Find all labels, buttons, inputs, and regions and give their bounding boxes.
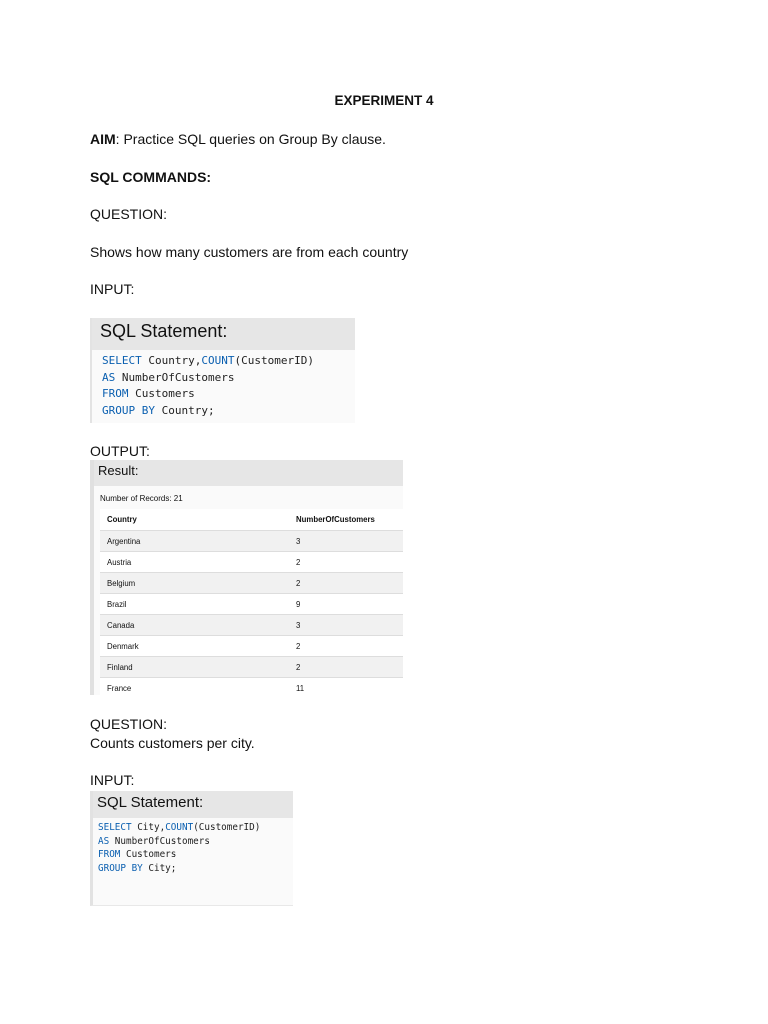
sql-keyword: SELECT	[98, 822, 132, 833]
code-line	[102, 370, 355, 387]
count-cell: 11	[289, 678, 403, 696]
sql-keyword: FROM	[98, 849, 121, 860]
output-label: OUTPUT:	[90, 443, 150, 459]
count-cell: 3	[289, 531, 403, 552]
input-label-1: INPUT:	[90, 281, 135, 297]
country-cell: Argentina	[100, 531, 289, 552]
sql-keyword: AS	[98, 835, 110, 847]
count-cell: 2	[289, 657, 403, 678]
question-text-2: Counts customers per city.	[90, 735, 255, 751]
sql-token: (CustomerID)	[193, 822, 261, 833]
code-line	[102, 386, 355, 403]
table-row	[100, 531, 403, 552]
question-label-2: QUESTION:	[90, 716, 168, 732]
sql-statement-box-2	[90, 791, 293, 906]
sql-commands-heading: SQL COMMANDS:	[90, 169, 212, 185]
code-line	[98, 821, 293, 835]
sql-keyword: COUNT	[201, 354, 235, 367]
sql-statement-header: SQL Statement:	[93, 791, 293, 818]
sql-keyword: AS	[102, 370, 116, 384]
count-cell: 2	[289, 636, 403, 657]
country-cell: Finland	[100, 657, 289, 678]
table-row	[100, 636, 403, 657]
result-table	[100, 509, 403, 695]
aim-label: AIM	[90, 131, 116, 147]
sql-token: City,	[131, 822, 166, 833]
table-row	[100, 594, 403, 615]
country-cell: Canada	[100, 615, 289, 636]
sql-token: Customers	[128, 387, 195, 400]
count-cell: 2	[289, 573, 403, 594]
code-line	[98, 835, 293, 849]
sql-keyword: FROM	[102, 387, 129, 400]
sql-keyword: COUNT	[165, 822, 194, 833]
table-row	[100, 678, 403, 696]
sql-token: NumberOfCustomers	[115, 370, 235, 384]
code-line	[102, 403, 355, 420]
aim-line	[90, 131, 386, 147]
column-header-country: Country	[100, 509, 289, 531]
code-line	[98, 862, 293, 876]
sql-token: City;	[142, 862, 177, 874]
sql-code-block	[93, 818, 293, 875]
table-row	[100, 552, 403, 573]
country-cell: Austria	[100, 552, 289, 573]
column-header-count: NumberOfCustomers	[289, 509, 403, 531]
sql-token: (CustomerID)	[234, 354, 314, 367]
sql-code-block	[92, 350, 355, 419]
result-header: Result:	[94, 460, 403, 486]
country-cell: France	[100, 678, 289, 696]
sql-token: Customers	[120, 849, 177, 860]
code-line	[98, 848, 293, 862]
sql-token: NumberOfCustomers	[109, 835, 210, 847]
sql-keyword: GROUP BY	[98, 862, 143, 874]
sql-statement-header: SQL Statement:	[92, 318, 355, 350]
sql-keyword: SELECT	[102, 354, 142, 367]
result-box	[90, 460, 403, 695]
sql-keyword: GROUP BY	[102, 403, 155, 417]
country-cell: Belgium	[100, 573, 289, 594]
count-cell: 3	[289, 615, 403, 636]
code-line	[102, 353, 355, 370]
sql-token: Country,	[141, 354, 202, 367]
sql-token: Country;	[154, 403, 215, 417]
page-title: EXPERIMENT 4	[334, 93, 434, 108]
count-cell: 9	[289, 594, 403, 615]
aim-text: : Practice SQL queries on Group By clause.	[115, 131, 386, 147]
table-row	[100, 573, 403, 594]
country-cell: Denmark	[100, 636, 289, 657]
table-row	[100, 615, 403, 636]
records-count: Number of Records: 21	[100, 494, 183, 503]
count-cell: 2	[289, 552, 403, 573]
country-cell: Brazil	[100, 594, 289, 615]
question-label-1: QUESTION:	[90, 206, 168, 222]
input-label-2: INPUT:	[90, 772, 135, 788]
question-text-1: Shows how many customers are from each country	[90, 244, 409, 260]
table-row	[100, 657, 403, 678]
sql-statement-box-1	[90, 318, 355, 423]
